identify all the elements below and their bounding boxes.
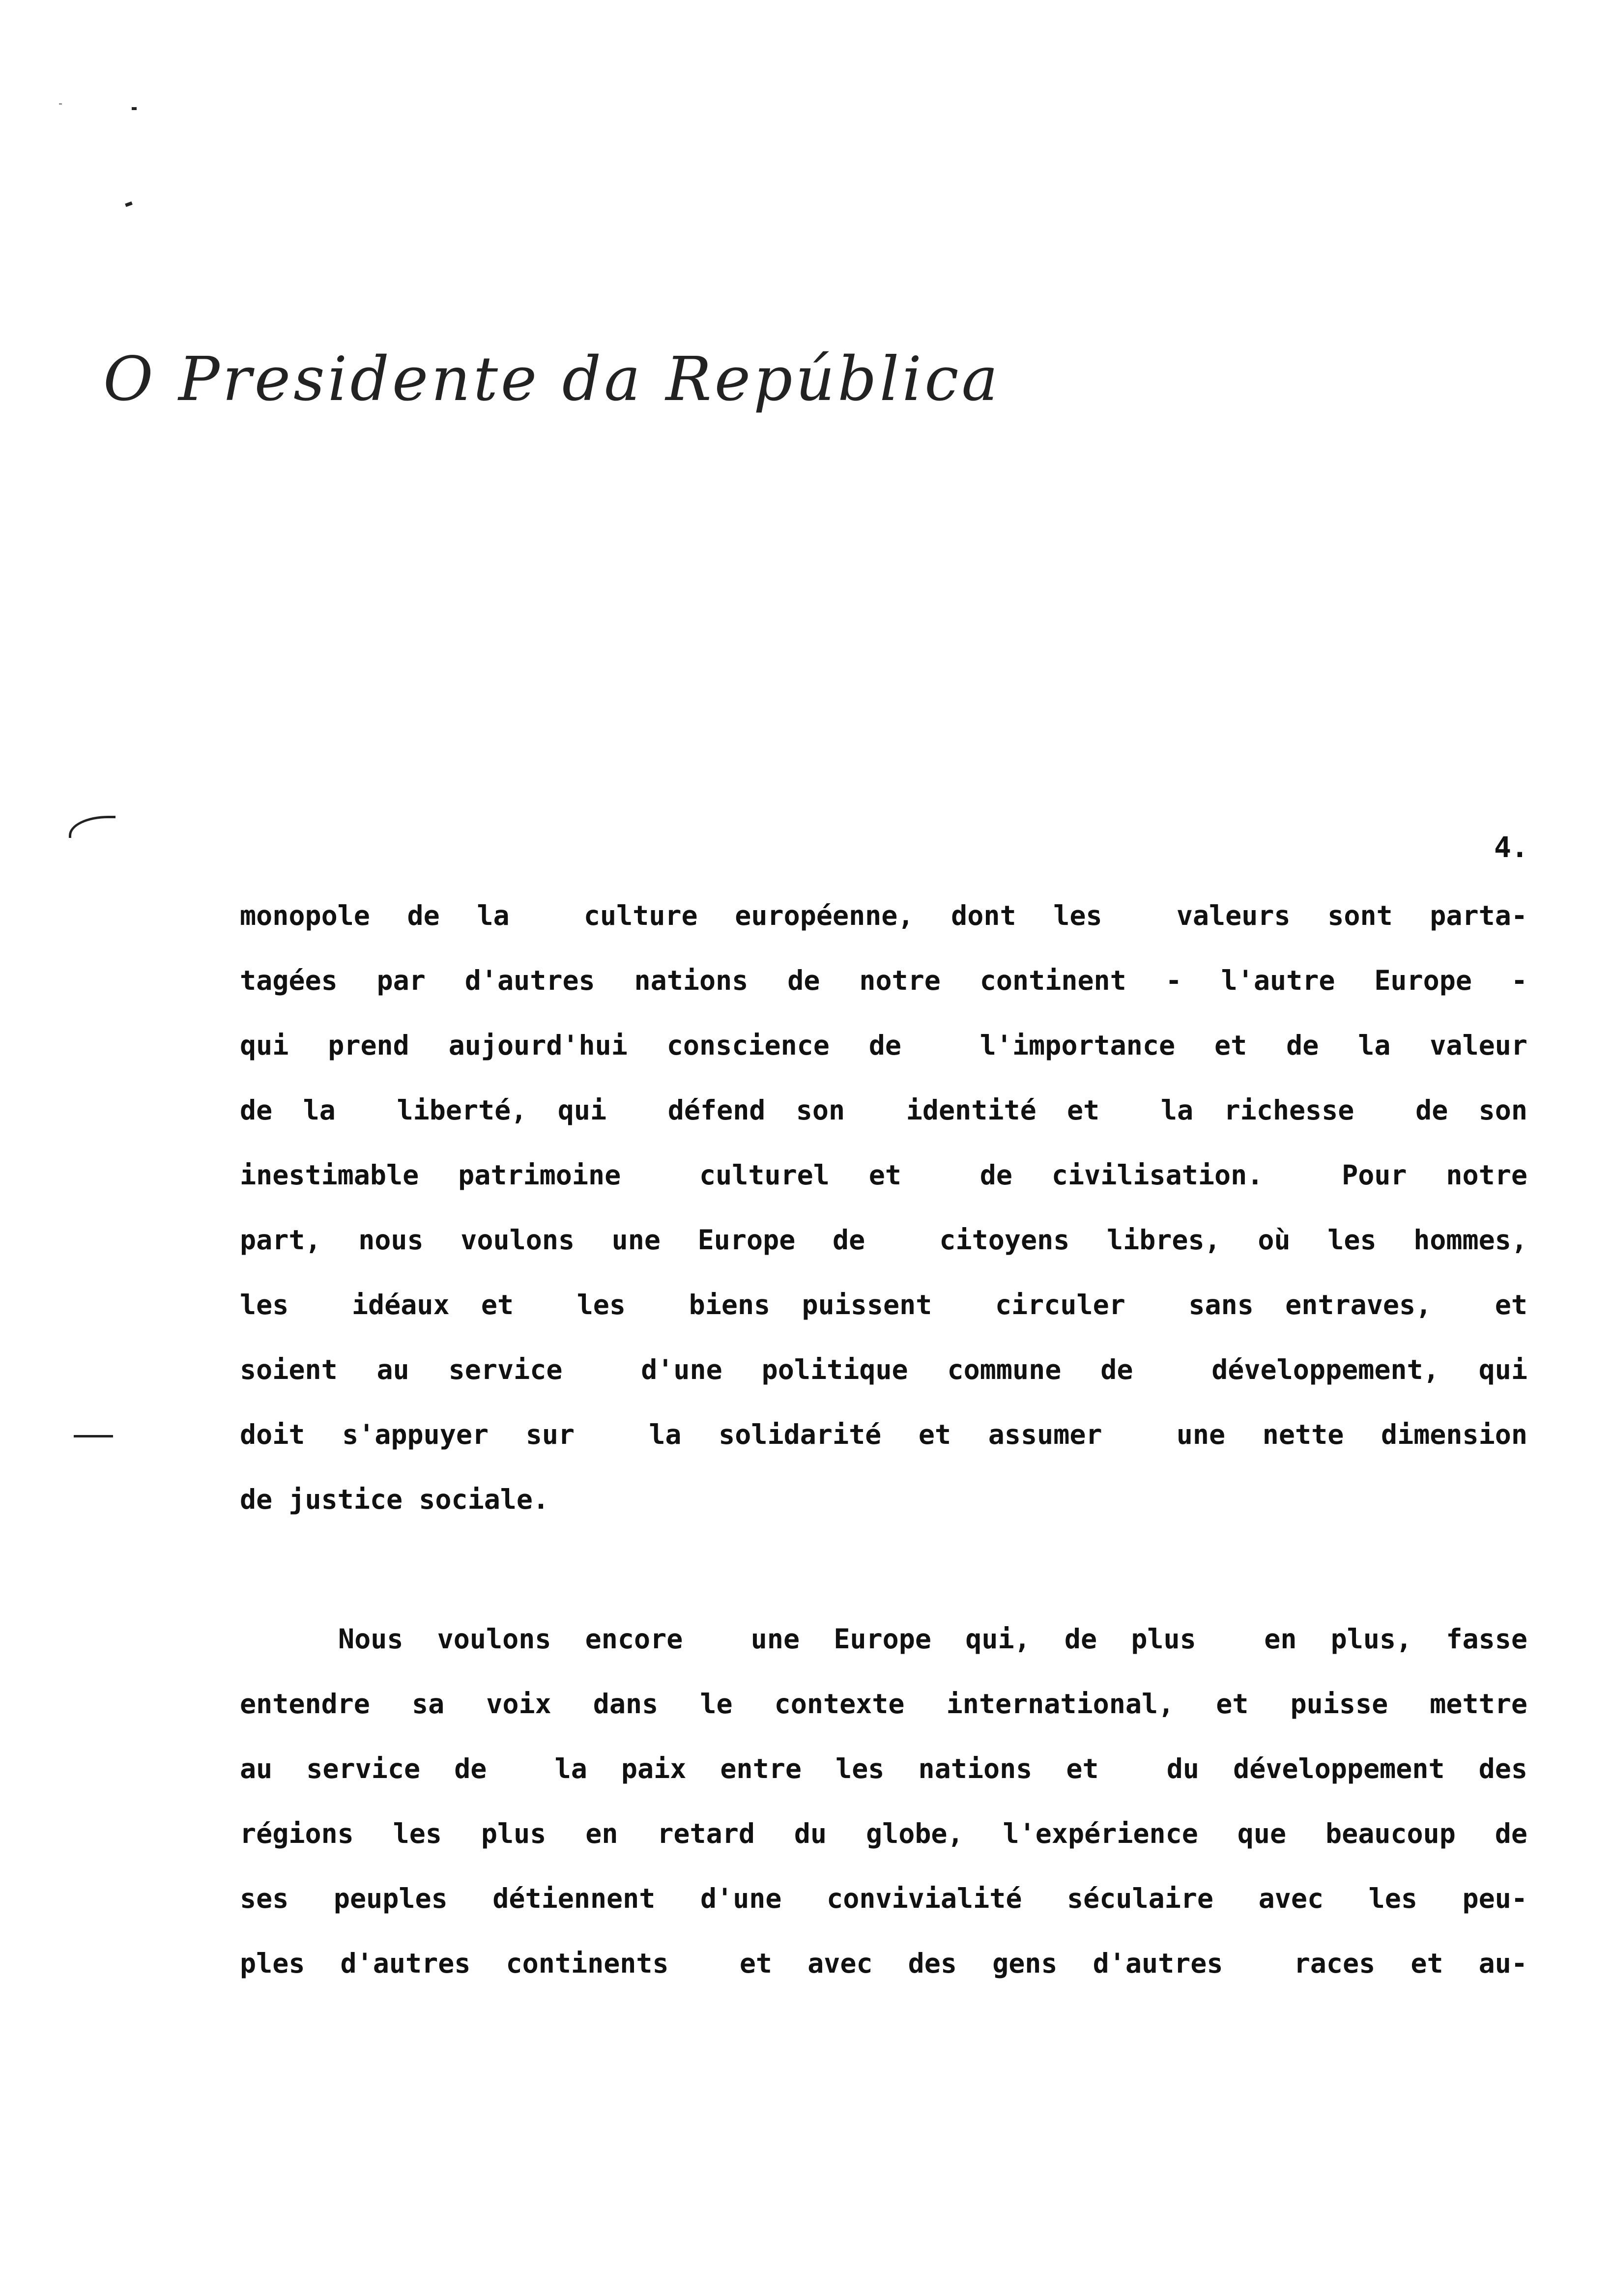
- text-line: de la liberté, qui défend son identité et la richesse de son: [240, 1094, 1527, 1126]
- text-line: ses peuples détiennent d'une convivialité séculaire avec les peu-: [240, 1883, 1527, 1914]
- text-line: ples d'autres continents et avec des gens d'autres races et au-: [240, 1948, 1527, 1979]
- text-line: inestimable patrimoine culturel et de civilisation. Pour notre: [240, 1159, 1527, 1191]
- letterhead-title: O Presidente da República: [103, 344, 1001, 415]
- page-number: 4.: [1494, 831, 1528, 864]
- text-line: au service de la paix entre les nations et du développement des: [240, 1753, 1527, 1784]
- text-line: Nous voulons encore une Europe qui, de plus en plus, fasse: [338, 1623, 1527, 1655]
- text-line: soient au service d'une politique commune de développement, qui: [240, 1354, 1527, 1385]
- margin-mark: [69, 816, 115, 838]
- text-line: régions les plus en retard du globe, l'expérience que beaucoup de: [240, 1818, 1527, 1849]
- scan-speck: [125, 201, 133, 207]
- text-line: tagées par d'autres nations de notre continent - l'autre Europe -: [240, 965, 1527, 996]
- scan-speck: [132, 107, 137, 110]
- text-line: de justice sociale.: [240, 1484, 549, 1515]
- margin-dash: [74, 1435, 113, 1437]
- text-line: part, nous voulons une Europe de citoyens libres, où les hommes,: [240, 1224, 1527, 1256]
- scan-speck: [59, 103, 62, 105]
- text-line: qui prend aujourd'hui conscience de l'importance et de la valeur: [240, 1030, 1527, 1061]
- text-line: monopole de la culture européenne, dont les valeurs sont parta-: [240, 900, 1527, 931]
- text-line: doit s'appuyer sur la solidarité et assumer une nette dimension: [240, 1419, 1527, 1450]
- text-line: les idéaux et les biens puissent circuler sans entraves, et: [240, 1289, 1527, 1320]
- text-line: entendre sa voix dans le contexte international, et puisse mettre: [240, 1688, 1527, 1720]
